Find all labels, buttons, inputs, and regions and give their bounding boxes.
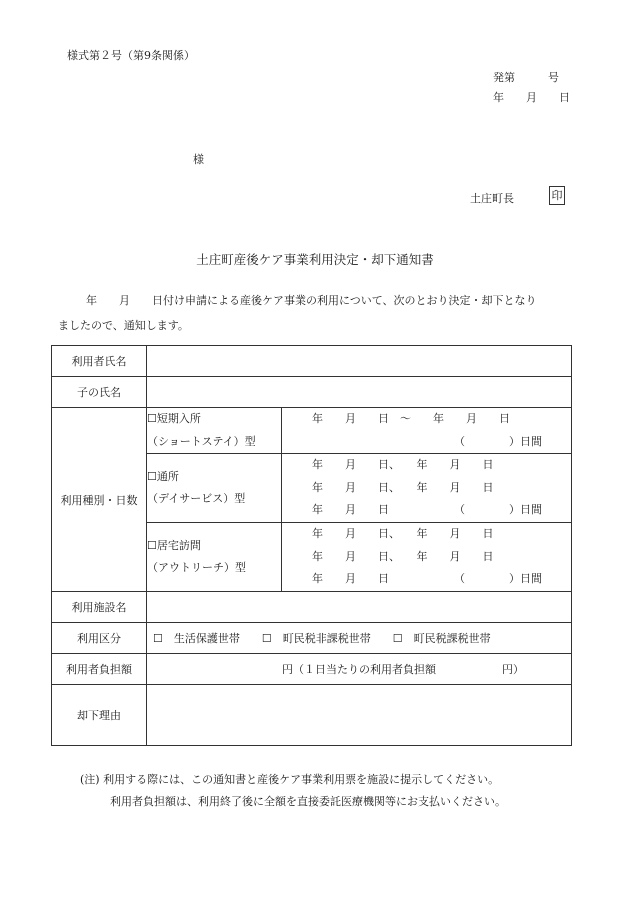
day-service-name: ☐通所 — [147, 469, 179, 483]
row-category — [52, 623, 572, 654]
outreach-sub: （アウトリーチ）型 — [147, 561, 246, 574]
day-service-date-row-1: 年 月 日、 年 月 日 — [312, 458, 494, 472]
addressee: 様 — [193, 153, 204, 166]
category-option-welfare[interactable]: ☐ 生活保護世帯 — [153, 632, 240, 645]
short-stay-name: ☐短期入所 — [147, 412, 201, 425]
note-line-2: 利用者負担額は、利用終了後に全額を直接委託医療機関等にお支払いください。 — [110, 795, 506, 808]
outreach-option[interactable] — [147, 523, 282, 592]
row-rejection — [52, 685, 572, 746]
issue-date: 年 月 日 — [493, 91, 570, 104]
row-user-name — [52, 346, 572, 377]
intro-paragraph — [58, 288, 573, 338]
short-stay-dates[interactable] — [282, 408, 572, 454]
category-options — [147, 623, 572, 654]
notes — [80, 769, 506, 813]
day-service-option[interactable] — [147, 454, 282, 523]
user-name-field[interactable] — [147, 346, 572, 377]
rejection-field[interactable] — [147, 685, 572, 746]
category-option-taxable[interactable]: ☐ 町民税課税世帯 — [392, 632, 491, 645]
day-service-dates[interactable] — [282, 454, 572, 523]
facility-label: 利用施設名 — [52, 592, 147, 623]
intro-line-2: ましたので、通知します。 — [58, 319, 189, 332]
row-facility — [52, 592, 572, 623]
category-option-non-taxable[interactable]: ☐ 町民税非課税世帯 — [261, 632, 371, 645]
short-stay-option[interactable] — [147, 408, 282, 454]
burden-label: 利用者負担額 — [52, 654, 147, 685]
outreach-last-date: 年 月 日 — [312, 572, 389, 586]
row-burden — [52, 654, 572, 685]
outreach-date-row-2: 年 月 日、 年 月 日 — [312, 549, 494, 563]
user-name-label: 利用者氏名 — [52, 346, 147, 377]
outreach-days: （ ）日間 — [454, 572, 542, 586]
day-service-last-date: 年 月 日 — [312, 503, 389, 517]
note-line-1: (注) 利用する際には、この通知書と産後ケア事業利用票を施設に提示してください。 — [80, 773, 500, 786]
facility-field[interactable] — [147, 592, 572, 623]
day-service-days: （ ）日間 — [454, 503, 542, 517]
day-service-date-row-2: 年 月 日、 年 月 日 — [312, 480, 494, 494]
type-days-label: 利用種別・日数 — [52, 408, 147, 592]
seal-mark: 印 — [549, 186, 565, 205]
short-stay-date-range: 年 月 日 ～ 年 月 日 — [312, 412, 510, 425]
intro-line-1: 年 月 日付け申請による産後ケア事業の利用について、次のとおり決定・却下となり — [86, 294, 537, 307]
row-child-name — [52, 377, 572, 408]
outreach-name: ☐居宅訪問 — [147, 538, 201, 552]
short-stay-sub: （ショートステイ）型 — [147, 434, 256, 448]
issue-number: 発第 号 — [493, 71, 559, 84]
notification-form-table — [51, 345, 572, 746]
short-stay-days: （ ）日間 — [454, 434, 542, 448]
child-name-field[interactable] — [147, 377, 572, 408]
day-service-sub: （デイサービス）型 — [147, 492, 246, 505]
outreach-dates[interactable] — [282, 523, 572, 592]
outreach-date-row-1: 年 月 日、 年 月 日 — [312, 527, 494, 541]
rejection-label: 却下理由 — [52, 685, 147, 746]
child-name-label: 子の氏名 — [52, 377, 147, 408]
row-short-stay — [52, 408, 572, 454]
document-title: 土庄町産後ケア事業利用決定・却下通知書 — [196, 252, 434, 267]
burden-value[interactable]: 円（１日当たりの利用者負担額 円） — [147, 654, 572, 685]
category-label: 利用区分 — [52, 623, 147, 654]
form-number: 様式第２号（第9条関係） — [67, 49, 195, 62]
issuer-name: 土庄町長 — [470, 192, 514, 205]
